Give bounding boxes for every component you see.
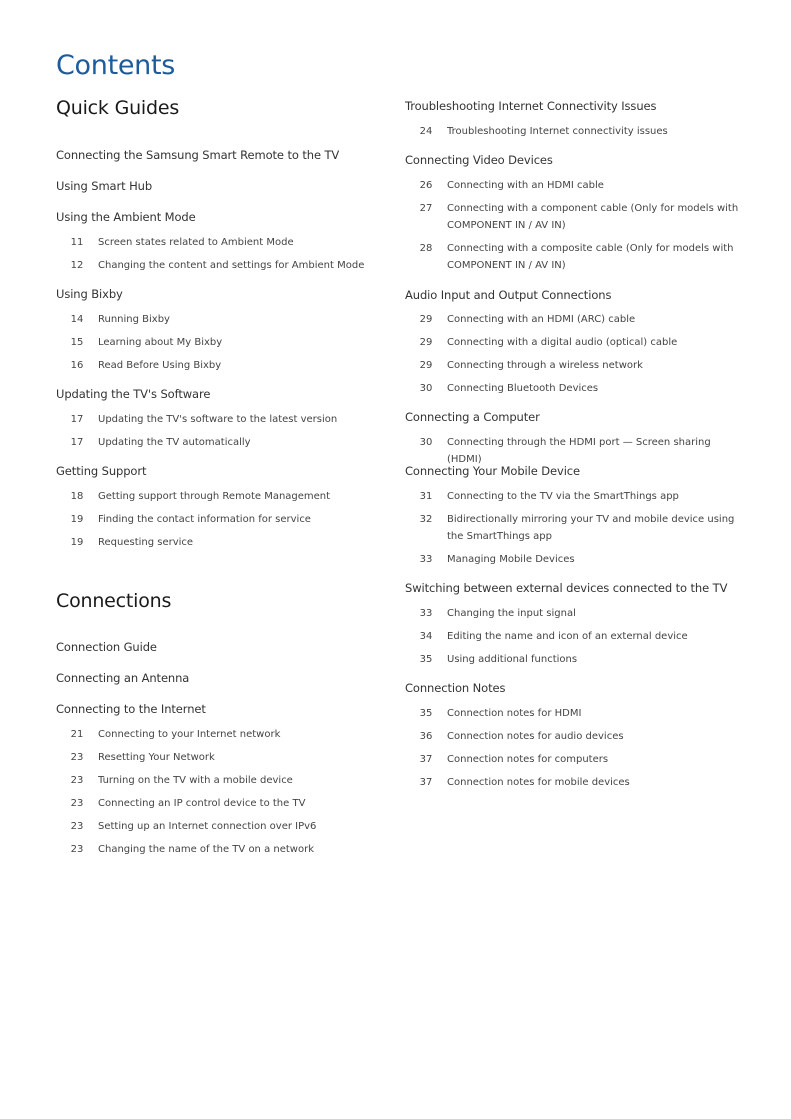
- part-title: Connections: [56, 590, 172, 612]
- toc-heading-link[interactable]: Using the Ambient Mode: [56, 210, 196, 224]
- entry-label: Resetting Your Network: [98, 752, 215, 763]
- page-number: 17: [70, 414, 84, 425]
- page-number: 30: [419, 383, 433, 394]
- toc-heading-link[interactable]: Audio Input and Output Connections: [405, 288, 612, 302]
- entry-label: Changing the input signal: [447, 608, 576, 619]
- entry-label: Connecting with an HDMI cable: [447, 180, 604, 191]
- entry-label: Read Before Using Bixby: [98, 360, 222, 371]
- entry-label: Changing the name of the TV on a network: [98, 844, 314, 855]
- entry-label: Finding the contact information for service: [98, 514, 311, 525]
- page-number: 11: [70, 237, 84, 248]
- toc-heading-link[interactable]: Updating the TV's Software: [56, 387, 211, 401]
- entry-label: Requesting service: [98, 537, 194, 548]
- entry-label: Connection notes for HDMI: [447, 708, 582, 719]
- toc-heading-link[interactable]: Connecting an Antenna: [56, 671, 190, 685]
- entry-label: Connecting with a component cable (Only for models with COMPONENT IN / AV IN): [447, 203, 739, 231]
- page-number: 21: [70, 729, 84, 740]
- entry-label: Connection notes for mobile devices: [447, 777, 630, 788]
- entry-label: Bidirectionally mirroring your TV and mobile device using the SmartThings app: [447, 514, 735, 542]
- entry-label: Updating the TV's software to the latest version: [98, 414, 338, 425]
- page-number: 37: [419, 754, 433, 765]
- page-number: 18: [70, 491, 84, 502]
- entry-label: Using additional functions: [447, 654, 578, 665]
- toc-heading-link[interactable]: Using Bixby: [56, 287, 123, 301]
- part-title: Quick Guides: [56, 97, 180, 119]
- entry-label: Editing the name and icon of an external device: [447, 631, 688, 642]
- entry-label: Connecting to the TV via the SmartThings app: [447, 491, 679, 502]
- entry-label: Running Bixby: [98, 314, 170, 325]
- entry-label: Connecting with a digital audio (optical) cable: [447, 337, 678, 348]
- toc-heading-link[interactable]: Connection Guide: [56, 640, 157, 654]
- entry-label: Troubleshooting Internet connectivity issues: [447, 126, 668, 137]
- page-number: 33: [419, 608, 433, 619]
- toc-heading-link[interactable]: Connecting Your Mobile Device: [405, 464, 581, 478]
- page-number: 23: [70, 821, 84, 832]
- page-number: 29: [419, 337, 433, 348]
- page-number: 37: [419, 777, 433, 788]
- page-number: 29: [419, 360, 433, 371]
- page-number: 14: [70, 314, 84, 325]
- entry-label: Changing the content and settings for Ambient Mode: [98, 260, 365, 271]
- entry-label: Learning about My Bixby: [98, 337, 223, 348]
- page-title: Contents: [56, 50, 176, 81]
- entry-label: Connection notes for audio devices: [447, 731, 624, 742]
- toc-heading-link[interactable]: Using Smart Hub: [56, 179, 153, 193]
- entry-label: Getting support through Remote Management: [98, 491, 331, 502]
- page-number: 19: [70, 537, 84, 548]
- entry-label: Connecting Bluetooth Devices: [447, 383, 599, 394]
- page-number: 17: [70, 437, 84, 448]
- page-number: 23: [70, 752, 84, 763]
- page-number: 28: [419, 243, 433, 254]
- entry-label: Managing Mobile Devices: [447, 554, 575, 565]
- entry-label: Connection notes for computers: [447, 754, 609, 765]
- entry-label: Turning on the TV with a mobile device: [98, 775, 293, 786]
- entry-label: Connecting with a composite cable (Only for models with COMPONENT IN / AV IN): [447, 243, 734, 271]
- page-number: 34: [419, 631, 433, 642]
- entry-label: Setting up an Internet connection over IPv6: [98, 821, 317, 832]
- toc-heading-link[interactable]: Connection Notes: [405, 681, 506, 695]
- page-number: 35: [419, 708, 433, 719]
- page-number: 29: [419, 314, 433, 325]
- toc-heading-link[interactable]: Troubleshooting Internet Connectivity Issues: [405, 99, 657, 113]
- page-number: 36: [419, 731, 433, 742]
- page-number: 26: [419, 180, 433, 191]
- page-number: 31: [419, 491, 433, 502]
- page-number: 30: [419, 437, 433, 448]
- entry-label: Connecting through the HDMI port — Screen sharing (HDMI): [447, 437, 711, 465]
- entry-label: Connecting with an HDMI (ARC) cable: [447, 314, 636, 325]
- page-number: 32: [419, 514, 433, 525]
- page-number: 16: [70, 360, 84, 371]
- page-number: 23: [70, 844, 84, 855]
- toc-heading-link[interactable]: Connecting the Samsung Smart Remote to the TV: [56, 148, 340, 162]
- entry-label: Connecting an IP control device to the TV: [98, 798, 306, 809]
- page-number: 19: [70, 514, 84, 525]
- page-number: 33: [419, 554, 433, 565]
- toc-heading-link[interactable]: Switching between external devices connected to the TV: [405, 581, 728, 595]
- page-number: 35: [419, 654, 433, 665]
- page-number: 27: [419, 203, 433, 214]
- page-number: 12: [70, 260, 84, 271]
- entry-label: Connecting through a wireless network: [447, 360, 643, 371]
- page-number: 24: [419, 126, 433, 137]
- toc-heading-link[interactable]: Connecting a Computer: [405, 410, 540, 424]
- toc-heading-link[interactable]: Getting Support: [56, 464, 147, 478]
- page-number: 15: [70, 337, 84, 348]
- page-number: 23: [70, 775, 84, 786]
- entry-label: Screen states related to Ambient Mode: [98, 237, 294, 248]
- page-number: 23: [70, 798, 84, 809]
- toc-heading-link[interactable]: Connecting Video Devices: [405, 153, 553, 167]
- entry-label: Updating the TV automatically: [98, 437, 251, 448]
- entry-label: Connecting to your Internet network: [98, 729, 281, 740]
- toc-heading-link[interactable]: Connecting to the Internet: [56, 702, 206, 716]
